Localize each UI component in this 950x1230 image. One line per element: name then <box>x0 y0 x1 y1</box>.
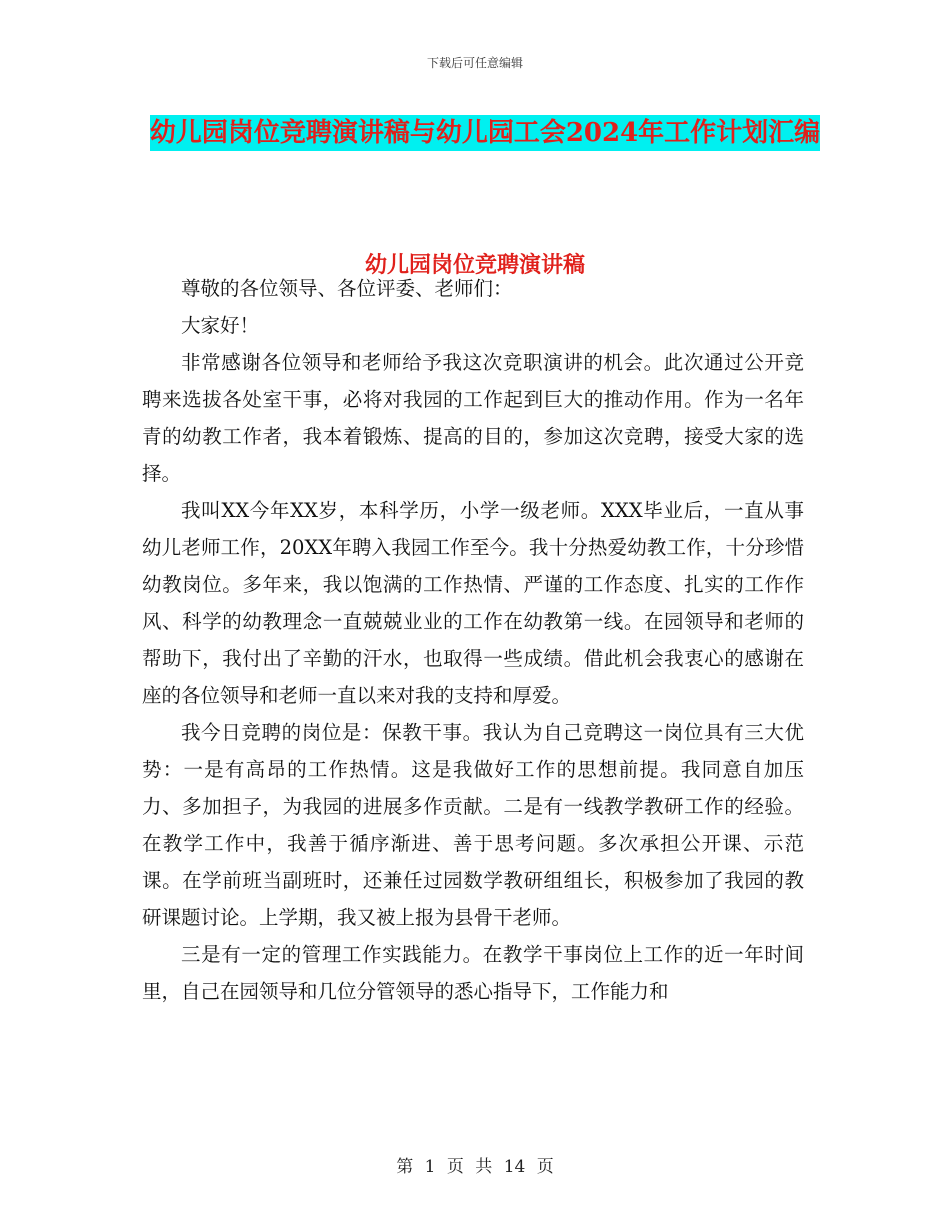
section-heading: 幼儿园岗位竞聘演讲稿 <box>364 252 585 278</box>
paragraph-introduction: 我叫XX今年XX岁，本科学历，小学一级老师。XXX毕业后，一直从事幼儿老师工作，20XX年聘入我园工作至今。我十分热爱幼教工作，十分珍惜幼教岗位。多年来，我以饱满的工作热情、严谨的工作态度、扎实的工作作风、科学的幼教理念一直兢兢业业的工作在幼教第一线。在园领导和老师的帮助下，我付出了辛勤的汗水，也取得一些成绩。借此机会我衷心的感谢在座的各位领导和老师一直以来对我的支持和厚爱。 <box>142 499 804 707</box>
document-body <box>142 270 804 1010</box>
paragraph-thanks: 非常感谢各位领导和老师给予我这次竞职演讲的机会。此次通过公开竞聘来选拔各处室干事，必将对我园的工作起到巨大的推动作用。作为一名年青的幼教工作者，我本着锻炼、提高的目的，参加这次竞聘，接受大家的选择。 <box>142 351 804 485</box>
header-note: 下载后可任意编辑 <box>426 56 523 70</box>
page-footer: 第 1 页 共 14 页 <box>396 1157 554 1177</box>
paragraph-management: 三是有一定的管理工作实践能力。在教学干事岗位上工作的近一年时间里，自己在园领导和几位分管领导的悉心指导下，工作能力和 <box>142 943 804 1003</box>
paragraph-advantages: 我今日竞聘的岗位是：保教干事。我认为自己竞聘这一岗位具有三大优势：一是有高昂的工作热情。这是我做好工作的思想前提。我同意自加压力、多加担子，为我园的进展多作贡献。二是有一线教学教研工作的经验。在教学工作中，我善于循序渐进、善于思考问题。多次承担公开课、示范课。在学前班当副班时，还兼任过园数学教研组组长，积极参加了我园的教研课题讨论。上学期，我又被上报为县骨干老师。 <box>142 721 804 929</box>
document-title: 幼儿园岗位竞聘演讲稿与幼儿园工会2024年工作计划汇编 <box>150 115 820 151</box>
paragraph-greeting: 大家好！ <box>181 314 260 337</box>
paragraph-salutation: 尊敬的各位领导、各位评委、老师们： <box>181 277 513 300</box>
title-block <box>140 112 830 157</box>
